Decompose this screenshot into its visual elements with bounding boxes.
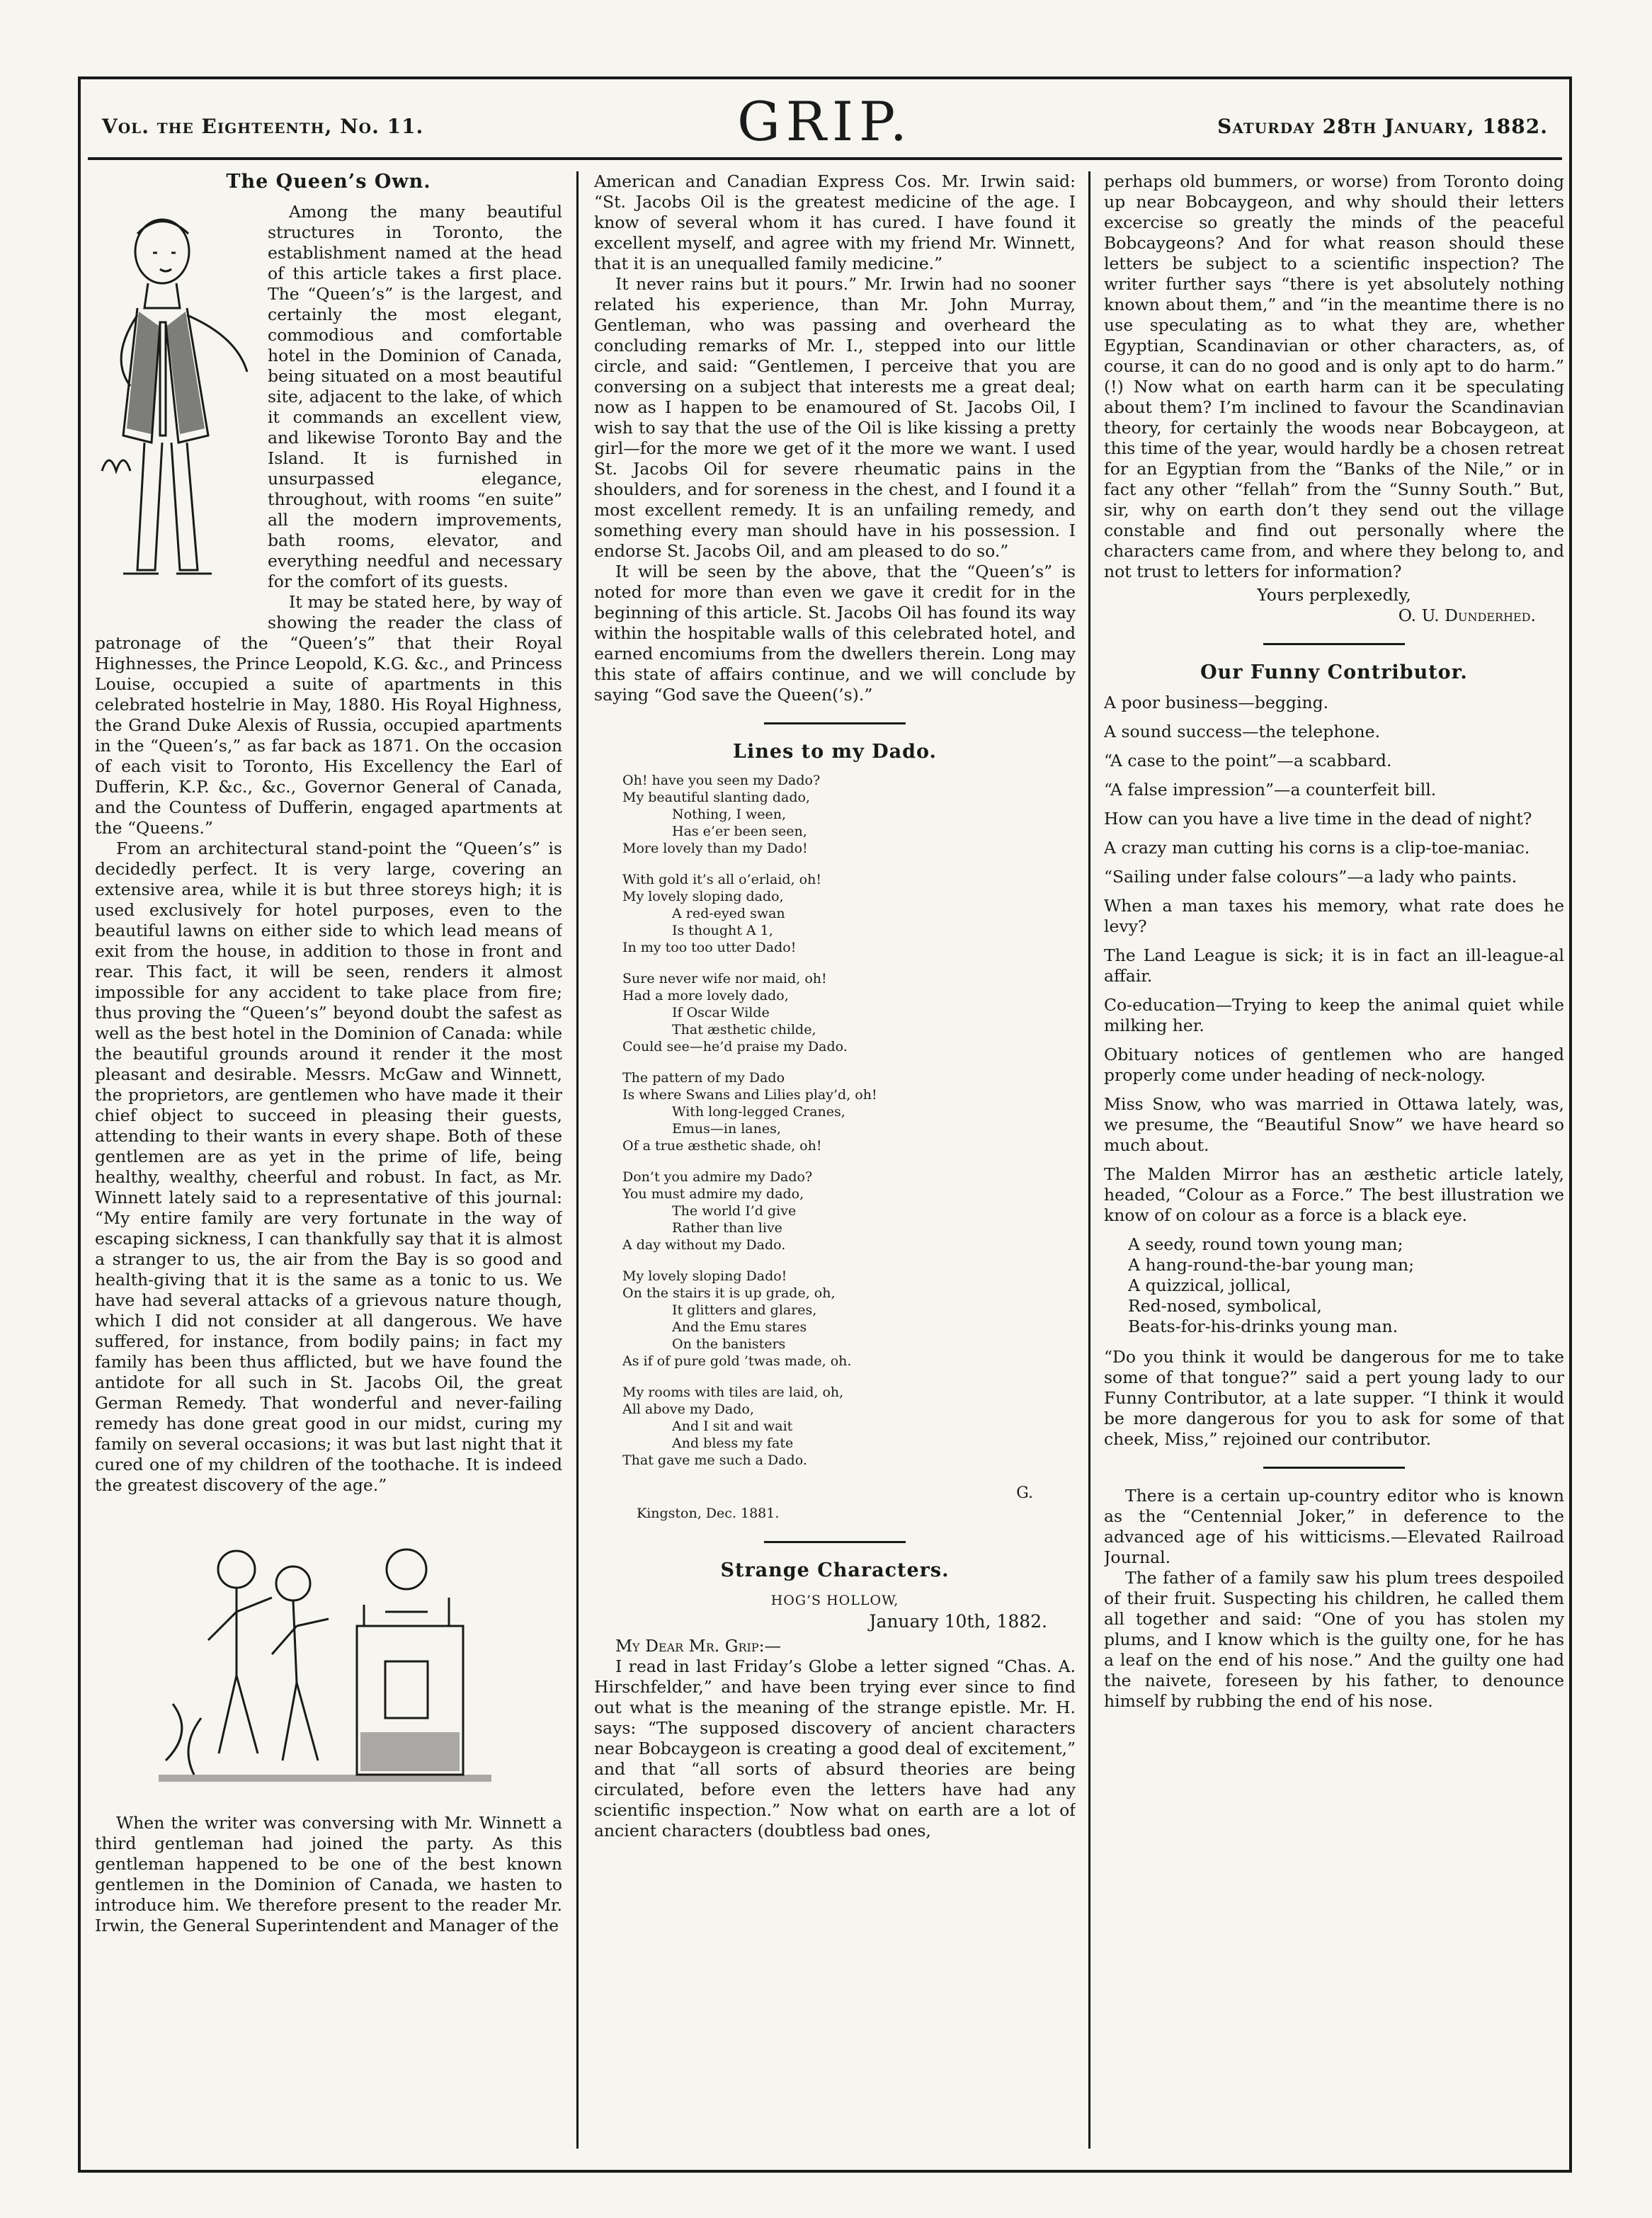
poem-line: My lovely sloping dado, [622, 889, 784, 904]
poem-line: More lovely than my Dado! [622, 841, 808, 856]
poem-line: Has e’er been seen, [672, 824, 807, 839]
paragraph: Among the many beautiful structures in Toronto, the establishment named at the head of this article takes a first place. The “Queen’s” is the largest, and certainly the most elegant, commodious and comfortable hotel in the Dominion of Canada, being situated on a most beautiful site, adjacent to the lake, of which it commands an excellent view, and likewise Toronto Bay and the Island. It is furnished in unsurpassed elegance, throughout, with rooms “en suite” all the modern improvements, bath rooms, elevator, and everything needful and necessary for the comfort of its guests. [268, 202, 562, 591]
section-divider [1263, 643, 1405, 645]
article-title-funny-contributor: Our Funny Contributor. [1200, 661, 1468, 683]
poem-line: If Oscar Wilde [672, 1005, 770, 1020]
poem-stanza [622, 1268, 1076, 1370]
poem-line: A day without my Dado. [622, 1237, 786, 1253]
letter-closing: Yours perplexedly, [1257, 585, 1411, 605]
joke-item: “Do you think it would be dangerous for me to take some of that tongue?” said a pert young lady to our Funny Contributor, at a late supper. “I think it would be more dangerous for you to ask for some of that cheek, Miss,” rejoined our contributor. [1104, 1347, 1564, 1449]
paragraph: It never rains but it pours.” Mr. Irwin had no sooner related his experience, than Mr. John Murray, Gentleman, who was passing and overheard the concluding remarks of Mr. I., stepped into our little circle, and said: “Gentlemen, I perceive that you are conversing on a subject that interests me a great deal; now as I happen to be enamoured of St. Jacobs Oil, I wish to say that the use of the Oil is like kissing a pretty girl—for the more we get of it the more we want. I used St. Jacobs Oil for severe rheumatic pains in the shoulders, and for soreness in the chest, and I found it a most excellent remedy. It is an unfailing remedy, and something every man should have in his possession. I endorse St. Jacobs Oil, and am pleased to do so.” [594, 274, 1076, 561]
paragraph: American and Canadian Express Cos. Mr. Irwin said: “St. Jacobs Oil is the greatest medicine of the age. I know of several whom it has cured. I have found it excellent myself, and agree with my friend Mr. Winnett, that it is an unequalled family medicine.” [594, 171, 1076, 273]
letter-date: January 10th, 1882. [869, 1611, 1047, 1632]
newspaper-page [78, 76, 1572, 2173]
poem-line: My rooms with tiles are laid, oh, [622, 1384, 844, 1400]
poem-line: And bless my fate [672, 1435, 794, 1451]
paragraph: When the writer was conversing with Mr. Winnett a third gentleman had joined the party. As this gentleman happened to be one of the best known gentlemen in the Dominion of Canada, we hasten to introduce him. We therefore present to the reader Mr. Irwin, the General Superintendent and Manager of the [95, 1813, 562, 1935]
joke-item: Co-education—Trying to keep the animal quiet while milking her. [1104, 995, 1564, 1035]
joke-item: How can you have a live time in the dead of night? [1104, 809, 1532, 829]
column-rule [1088, 171, 1090, 2149]
poem-stanza [622, 772, 1076, 857]
bar-scene-illustration [152, 1520, 506, 1789]
poem-stanza [622, 970, 1076, 1055]
joke-item: Obituary notices of gentlemen who are hanged properly come under heading of neck-nology. [1104, 1045, 1564, 1085]
poem-line: And the Emu stares [672, 1319, 807, 1335]
poem-line: That gave me such a Dado. [622, 1452, 807, 1468]
joke-item: “A false impression”—a counterfeit bill. [1104, 780, 1437, 800]
column-3 [1104, 171, 1564, 2156]
paragraph: From an architectural stand-point the “Queen’s” is decidedly perfect. It is very large, covering an extensive area, while it is but three storeys high; it is used exclusively for hotel purposes, even to the beautiful lawns on either side to which lead means of exit from the house, in addition to those in front and rear. This fact, it will be seen, renders it almost impossible for any accident to take place from fire; thus proving the “Queen’s” beyond doubt the safest as well as the best hotel in the Dominion of Canada: while the beautiful grounds around it render it the most pleasant and desirable. Messrs. McGaw and Winnett, the proprietors, are gentlemen who have made it their chief object to succeed in pleasing their guests, attending to their wants in every shape. Both of these gentlemen are as yet in the prime of life, being healthy, wealthy, cheerful and robust. In fact, as Mr. Winnett lately said to a representative of this journal: “My entire family are very fortunate in the way of escaping sickness, I can thankfully say that it is almost a stranger to us, the air from the Bay is so good and health-giving that it is the same as a tonic to us. We have had several attacks of a grievous nature though, which I did not consider at all dangerous. We have suffered, for instance, from bodily pains; in fact my family has been thus afflicted, but we have found the antidote for all such in St. Jacobs Oil, the great German Remedy. That wonderful and never-failing remedy has done great good in our midst, curing my family on several occasions; it was but last night that it cured one of my children of the toothache. It is indeed the greatest discovery of the age.” [95, 838, 562, 1495]
column-1 [95, 171, 562, 2156]
joke-item: Miss Snow, who was married in Ottawa lately, was, we presume, the “Beautiful Snow” we have heard so much about. [1104, 1094, 1564, 1155]
poem-stanza [622, 1069, 1076, 1154]
poem-line: Rather than live [672, 1220, 782, 1236]
jokes-list [1104, 693, 1564, 1450]
joke-item: A sound success—the telephone. [1104, 722, 1381, 741]
poem-line: Emus—in lanes, [672, 1121, 781, 1137]
poem-line: The pattern of my Dado [622, 1070, 785, 1086]
verse-line: A quizzical, jollical, [1128, 1275, 1292, 1295]
article-title-strange-characters: Strange Characters. [720, 1559, 950, 1581]
poem-line: Is thought A 1, [672, 923, 773, 938]
letter-signature: O. U. Dunderhed. [1398, 605, 1536, 625]
poem-stanza [622, 1168, 1076, 1253]
section-divider [764, 1541, 906, 1543]
joke-item: A crazy man cutting his corns is a clip-toe-maniac. [1104, 838, 1530, 858]
joke-item: “Sailing under false colours”—a lady who paints. [1104, 867, 1517, 887]
article-title-queens-own: The Queen’s Own. [226, 171, 431, 193]
poem-line: Oh! have you seen my Dado? [622, 773, 821, 788]
paragraph: The father of a family saw his plum trees despoiled of their fruit. Suspecting his children, he called them all together and said: “One of you has stolen my plums, and I know which is the guilty one, for he has a leaf on the end of his nose.” And the guilty one had the naivete, foreseen by his father, to denounce himself by rubbing the end of his nose. [1104, 1568, 1564, 1711]
joke-item: The Malden Mirror has an æsthetic article lately, headed, “Colour as a Force.” The best illustration we know of on colour as a force is a black eye. [1104, 1164, 1564, 1225]
poem-place-date: Kingston, Dec. 1881. [637, 1506, 780, 1521]
joke-item: A poor business—begging. [1104, 693, 1329, 712]
poem-stanza [622, 1384, 1076, 1469]
poem-line: Had a more lovely dado, [622, 988, 789, 1003]
poem-line: A red-eyed swan [672, 906, 785, 921]
poem-line: Is where Swans and Lilies play’d, oh! [622, 1087, 877, 1103]
poem-line: Nothing, I ween, [672, 807, 787, 822]
paragraph: I read in last Friday’s Globe a letter signed “Chas. A. Hirschfelder,” and have been trying ever since to find out what is the meaning of the strange epistle. Mr. H. says: “The supposed discovery of ancient characters near Bobcaygeon is creating a good deal of excitement,” and that “all sorts of absurd theories are being circulated, before even the letters have had any scientific inspection.” Now what on earth are a lot of ancient characters (doubtless bad ones, [594, 1656, 1076, 1841]
paragraph: It may be stated here, by way of showing the reader the class of patronage of the “Queen’s” that their Royal Highnesses, the Prince Leopold, K.G. &c., and Princess Louise, occupied a suite of apartments in this celebrated hostelrie in May, 1880. His Royal Highness, the Grand Duke Alexis of Russia, occupied apartments in the “Queen’s,” as far back as 1871. On the occasion of each visit to Toronto, His Excellency the Earl of Dufferin, K.P. &c., &c., Governor General of Canada, and the Countess of Dufferin, engaged apartments at the “Queens.” [95, 592, 562, 838]
poem-line: With long-legged Cranes, [672, 1104, 845, 1120]
column-rule [576, 171, 579, 2149]
joke-item: The Land League is sick; it is in fact an ill-league-al affair. [1104, 945, 1564, 986]
poem-line: That æsthetic childe, [672, 1022, 816, 1037]
poem-line: All above my Dado, [622, 1401, 754, 1417]
verse-line: A seedy, round town young man; [1128, 1234, 1403, 1254]
poem-line: In my too too utter Dado! [622, 940, 797, 955]
poem-line: My lovely sloping Dado! [622, 1268, 787, 1284]
poem-line: On the stairs it is up grade, oh, [622, 1285, 836, 1301]
poem-line: Of a true æsthetic shade, oh! [622, 1138, 822, 1154]
paragraph: perhaps old bummers, or worse) from Toronto doing up near Bobcaygeon, and why should their letters excercise so greatly the minds of the peaceful Bobcaygeons? And for what reason should these letters be subject to a scientific inspection? The writer further says “there is yet absolutely nothing known about them,” and “in the meantime there is no use speculating as to what they are, whether Egyptian, Scandinavian or other characters, as, of course, it can do no good and is only apt to do harm.” (!) Now what on earth harm can it be speculating about them? I’m inclined to favour the Scandinavian theory, for certainly the woods near Bobcaygeon, at this time of the year, would hardly be a chosen retreat for an Egyptian from the “Banks of the Nile,” or in fact any other “fellah” from the “Sunny South.” But, sir, why on earth don’t they send out the village constable and find out personally where the characters came from, and where they belong to, and not trust to letters for information? [1104, 171, 1564, 581]
paragraph: There is a certain up-country editor who is known as the “Centennial Joker,” in deference to the advanced age of his witticisms.—Elevated Railroad Journal. [1104, 1486, 1564, 1567]
gentleman-illustration [95, 202, 258, 627]
section-divider [764, 722, 906, 724]
paragraph: It will be seen by the above, that the “Queen’s” is noted for more than even we gave it credit for in the beginning of this article. St. Jacobs Oil has found its way within the hospitable walls of this celebrated hotel, and earned encomiums from the dwellers therein. Long may this state of affairs continue, and we will conclude by saying “God save the Queen(’s).” [594, 562, 1076, 705]
poem-title: Lines to my Dado. [733, 741, 937, 763]
poem-line: Could see—he’d praise my Dado. [622, 1039, 848, 1054]
poem-line: And I sit and wait [672, 1418, 793, 1434]
poem-line: As if of pure gold ’twas made, oh. [622, 1353, 852, 1369]
poem-line: My beautiful slanting dado, [622, 790, 810, 805]
masthead [88, 79, 1562, 160]
poem-line: Sure never wife nor maid, oh! [622, 971, 827, 986]
verse-line: Beats-for-his-drinks young man. [1128, 1316, 1398, 1336]
poem-line: It glitters and glares, [672, 1302, 817, 1318]
joke-item: “A case to the point”—a scabbard. [1104, 751, 1392, 770]
joke-item: When a man taxes his memory, what rate does he levy? [1104, 896, 1564, 936]
poem-line: You must admire my dado, [622, 1186, 804, 1202]
volume-number: Vol. the Eighteenth, No. 11. [102, 115, 424, 138]
poem-line: With gold it’s all o’erlaid, oh! [622, 872, 821, 887]
verse-line: Red-nosed, symbolical, [1128, 1296, 1322, 1316]
letter-place: HOG’S HOLLOW, [770, 1593, 899, 1608]
verse-line: A hang-round-the-bar young man; [1128, 1255, 1415, 1275]
column-2 [594, 171, 1076, 2156]
issue-date: Saturday 28th January, 1882. [1217, 115, 1548, 138]
poem-stanza [622, 871, 1076, 956]
poem-line: The world I’d give [672, 1203, 797, 1219]
section-divider [1263, 1467, 1405, 1469]
poem-line: On the banisters [672, 1336, 786, 1352]
letter-salutation: My Dear Mr. Grip:— [615, 1636, 782, 1656]
newspaper-title: GRIP. [737, 90, 913, 153]
poem-signature: G. [1016, 1484, 1033, 1502]
verse [1128, 1234, 1564, 1337]
poem [622, 772, 1076, 1469]
poem-line: Don’t you admire my Dado? [622, 1169, 813, 1185]
